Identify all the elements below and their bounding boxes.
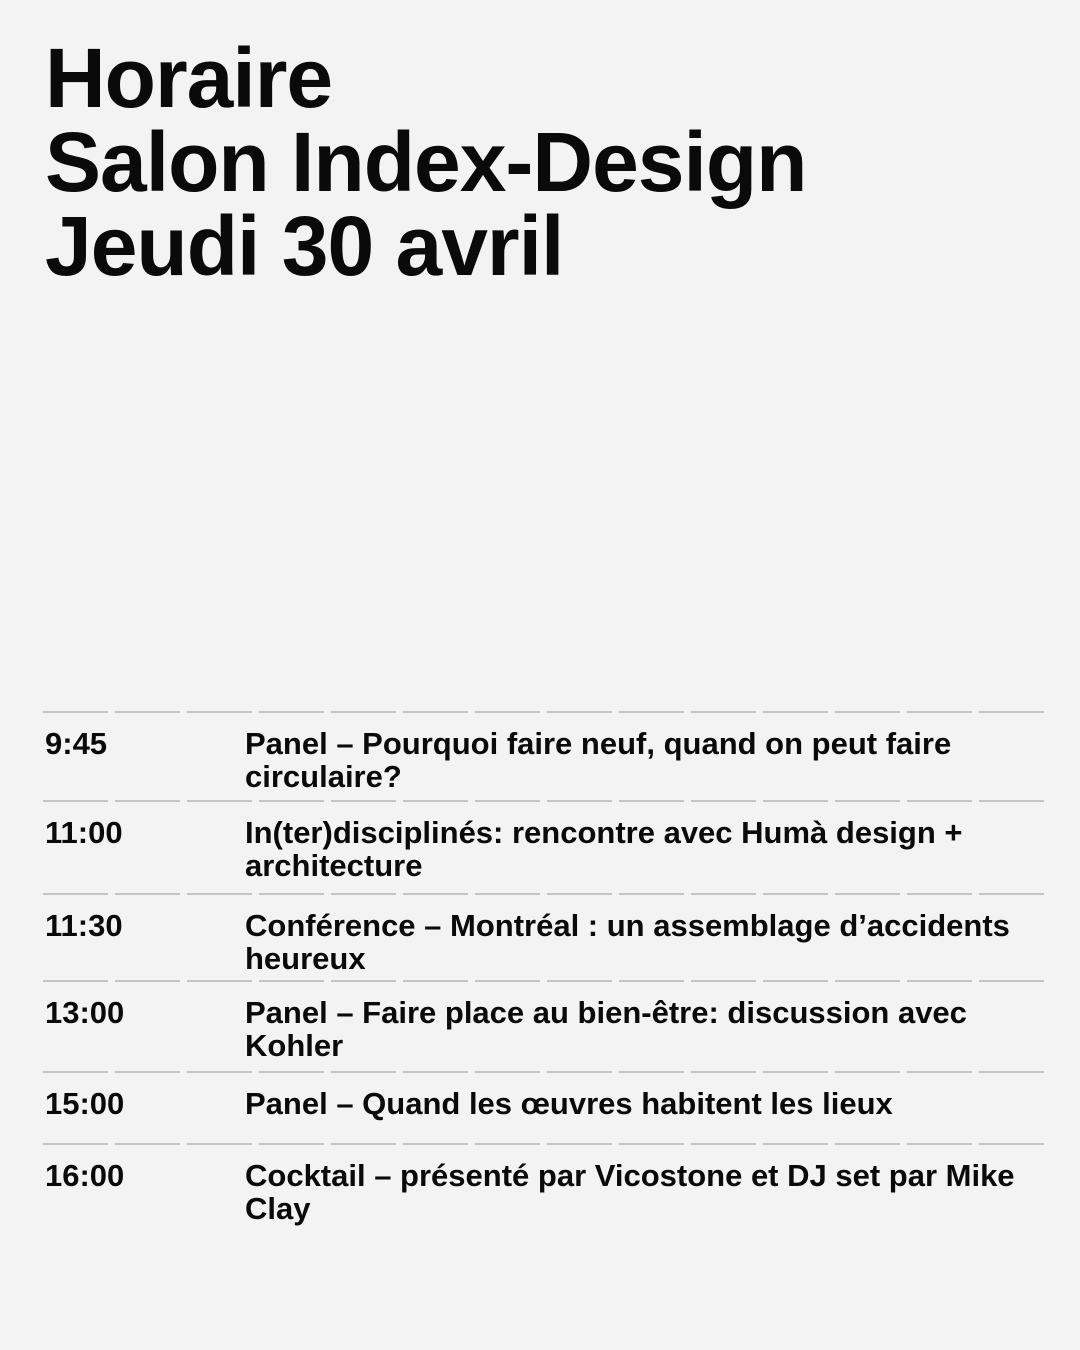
schedule-time: 16:00 bbox=[45, 1158, 125, 1193]
schedule-time: 15:00 bbox=[45, 1086, 125, 1121]
schedule-row bbox=[43, 895, 1044, 980]
title-line-event: Salon Index-Design bbox=[45, 115, 807, 209]
schedule-time: 9:45 bbox=[45, 726, 108, 761]
schedule-event: Panel – Faire place au bien-être: discussion avec Kohler bbox=[245, 995, 967, 1063]
page-title bbox=[45, 31, 807, 293]
title-line-horaire: Horaire bbox=[45, 31, 333, 125]
schedule-event: In(ter)disciplinés: rencontre avec Humà design + architecture bbox=[245, 815, 963, 883]
schedule-row bbox=[43, 982, 1044, 1071]
schedule-event: Panel – Quand les œuvres habitent les lieux bbox=[245, 1086, 893, 1121]
title-line-date: Jeudi 30 avril bbox=[45, 199, 564, 293]
schedule-row bbox=[43, 1145, 1044, 1235]
schedule-time: 13:00 bbox=[45, 995, 125, 1030]
schedule-event: Conférence – Montréal : un assemblage d’accidents heureux bbox=[245, 908, 1010, 976]
schedule-event: Panel – Pourquoi faire neuf, quand on peut faire circulaire? bbox=[245, 726, 952, 794]
schedule-time: 11:00 bbox=[45, 815, 123, 850]
schedule-row bbox=[43, 713, 1044, 800]
schedule-row bbox=[43, 802, 1044, 893]
schedule-time: 11:30 bbox=[45, 908, 123, 943]
schedule-row bbox=[43, 1073, 1044, 1143]
schedule-event: Cocktail – présenté par Vicostone et DJ set par Mike Clay bbox=[245, 1158, 1015, 1226]
schedule-list bbox=[43, 711, 1044, 1235]
